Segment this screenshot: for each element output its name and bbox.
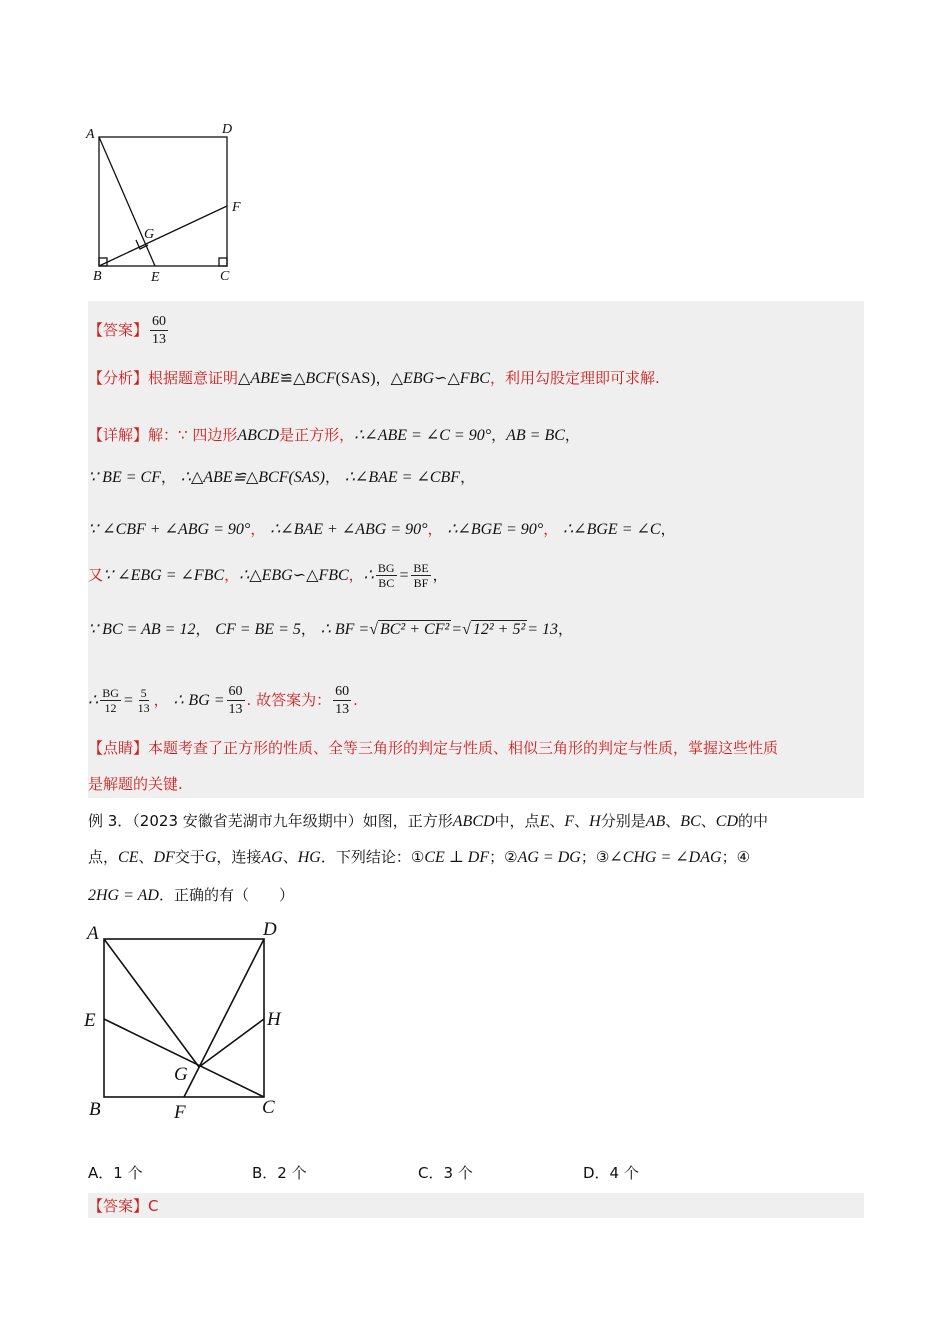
point-line-1: 【点睛】本题考查了正方形的性质、全等三角形的判定与性质、相似三角形的判定与性质，掌握这些性质 [88, 739, 779, 757]
fig1-line-bf [99, 206, 227, 266]
detail-line-6: ∴ $\frac{BG}{12}$ = $\frac{5}{13}$ ， ∴ BG = $\frac{60}{13}$ . 故答案为： $\frac{60}{13}$ . [88, 684, 358, 717]
fig1-label-e: E [151, 270, 160, 285]
option-d[interactable]: D．4 个 [583, 1164, 639, 1182]
fig1-label-d: D [222, 122, 233, 137]
detail-line-5: ∵ BC = AB = 12， CF = BE = 5， ∴ BF =√ BC² + CF² =√ 12² + 5² = 13， [88, 620, 574, 638]
detail-line-1: 【详解】解：∵ 四边形ABCD是正方形，∴∠ABE = ∠C = 90°，AB = BC， [88, 426, 580, 444]
sqrt-bc-cf: √ BC² + CF² [369, 621, 450, 638]
example-3-line-1: 例 3．（2023 安徽省芜湖市九年级期中）如图，正方形ABCD中，点E、F、H分别是AB、BC、CD的中 [88, 812, 769, 830]
fig2-label-g: G [174, 1064, 188, 1085]
fig1-label-c: C [220, 269, 230, 284]
example-3-line-3: 2HG = AD．正确的有（ ） [88, 886, 294, 904]
fig2-label-a: A [87, 923, 99, 944]
fig2-label-e: E [84, 1010, 96, 1031]
answer-1-line [88, 313, 170, 348]
fraction-60-13-a: $\frac{60}{13}$ [228, 684, 243, 717]
fraction-bg-bc: $\frac{BG}{BC}$ [377, 561, 395, 590]
fig2-line-df [184, 939, 264, 1097]
fig1-square [99, 137, 227, 266]
fraction-be-bf: $\frac{BE}{BF}$ [413, 561, 429, 590]
answer-1-tag: 【答案】 [88, 321, 149, 339]
answer-2-value: C [148, 1197, 159, 1215]
answer-2-tag: 【答案】 [88, 1197, 149, 1215]
answer-2-block [88, 1193, 864, 1218]
fig2-line-hg [199, 1019, 264, 1067]
fig1-line-ae [99, 137, 155, 266]
fig1-label-g: G [144, 227, 155, 242]
fraction-60-13-b: $\frac{60}{13}$ [335, 684, 350, 717]
fig2-label-b: B [89, 1099, 101, 1120]
fig2-label-d: D [263, 919, 277, 940]
analysis-similarity: △EBG∽△FBC [390, 370, 490, 387]
fig2-line-ag [104, 939, 199, 1067]
option-b[interactable]: B．2 个 [252, 1164, 307, 1182]
example-3-line-2: 点，CE、DF交于G，连接AG、HG．下列结论：①CE ⊥ DF；②AG = DG；③∠CHG = ∠DAG；④ [88, 848, 751, 866]
fig2-label-h: H [267, 1009, 281, 1030]
detail-tag: 【详解】 [88, 426, 149, 444]
point-tag: 【点睛】 [88, 739, 149, 757]
figure-1 [84, 118, 254, 288]
answer-2-line [88, 1195, 159, 1217]
analysis-tag: 【分析】 [88, 369, 149, 387]
detail-line-2: ∵ BE = CF， ∴△ABE≌△BCF(SAS)， ∴∠BAE = ∠CBF， [88, 468, 476, 486]
analysis-line: 【分析】根据题意证明△ABE≌△BCF(SAS)，△EBG∽△FBC，利用勾股定理即可求解. [88, 369, 660, 387]
fig1-label-f: F [232, 200, 241, 215]
option-a[interactable]: A．1 个 [88, 1164, 143, 1182]
detail-line-4: 又∵ ∠EBG = ∠FBC，∴△EBG∽△FBC，∴ $\frac{BG}{BC}$ = $\frac{BE}{BF}$ ， [88, 561, 448, 590]
fig2-line-ce [104, 1019, 264, 1097]
fig2-label-f: F [174, 1102, 186, 1123]
fig1-label-a: A [86, 127, 95, 142]
fig1-label-b: B [93, 269, 102, 284]
detail-line-3: ∵ ∠CBF + ∠ABG = 90°， ∴∠BAE + ∠ABG = 90°， ∴∠BGE = 90°， ∴∠BGE = ∠C， [88, 520, 676, 538]
figure-2 [80, 915, 295, 1130]
fig2-label-c: C [262, 1097, 275, 1118]
fraction-bg-12: $\frac{BG}{12}$ [102, 686, 119, 715]
fraction-5-13: $\frac{5}{13}$ [137, 686, 150, 715]
point-line-2: 是解题的关键. [88, 775, 183, 793]
sqrt-12-5: √ 12² + 5² [462, 621, 526, 638]
answer-1-fraction: $\frac{60}{13}$ [152, 314, 167, 347]
analysis-congruence: △ABE≌△BCF(SAS) [238, 370, 376, 387]
fig1-right-angle-c [219, 258, 227, 266]
option-c[interactable]: C．3 个 [418, 1164, 473, 1182]
